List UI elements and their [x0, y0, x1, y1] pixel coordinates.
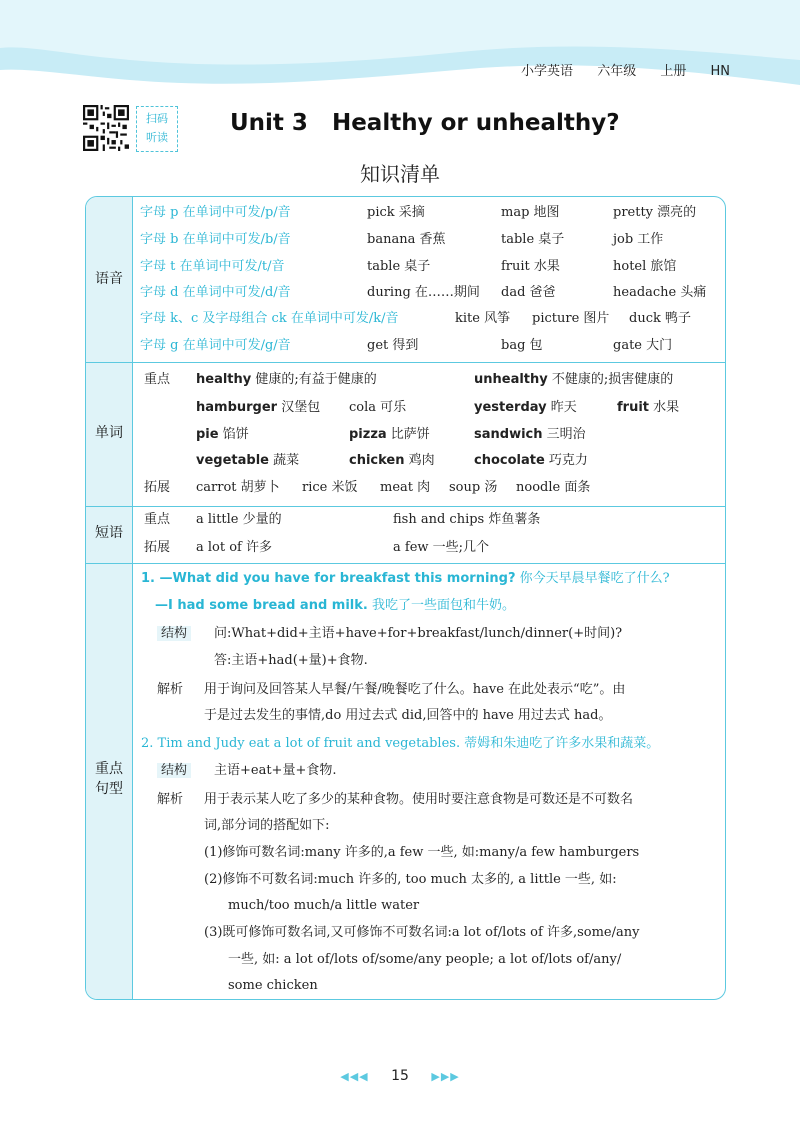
header-grade: 六年级 [597, 64, 637, 79]
tag-key-phrases: 重点 [144, 512, 171, 527]
tag-ext-phrases: 拓展 [144, 540, 171, 555]
section-label-sentences: 重点 句型 [95, 761, 123, 797]
word-item: cola 可乐 [349, 400, 407, 415]
scan-label-line1: 扫码 [146, 112, 168, 125]
page-footer [0, 1068, 800, 1084]
section-label-phrases: 短语 [95, 525, 123, 541]
row-divider [86, 563, 725, 564]
sentence-1-analysis: 用于询问及回答某人早餐/午餐/晚餐吃了什么。have 在此处表示“吃”。由 [204, 682, 626, 697]
header-subject: 小学英语 [521, 64, 574, 79]
phonics-rule: 字母 b 在单词中可发/b/音 [140, 232, 291, 247]
tag-analysis: 解析 [157, 792, 184, 807]
sentence-1-question: 1. —What did you have for breakfast this morning? 你今天早晨早餐吃了什么? [141, 571, 670, 586]
tag-ext-words: 拓展 [144, 480, 171, 495]
section-label-words: 单词 [95, 425, 123, 441]
knowledge-table [85, 196, 726, 1000]
word-item: unhealthy 不健康的;损害健康的 [474, 372, 674, 387]
word-item: chocolate 巧克力 [474, 453, 588, 468]
word-item: hamburger 汉堡包 [196, 400, 321, 415]
ext-word-item: soup 汤 [449, 480, 498, 495]
sentence-2-point: (2)修饰不可数名词:much 许多的, too much 太多的, a little 一些, 如: [204, 872, 617, 887]
phonics-rule: 字母 p 在单词中可发/p/音 [140, 205, 291, 220]
sentence-2-analysis: 词,部分词的搭配如下: [204, 818, 330, 833]
word-item: vegetable 蔬菜 [196, 453, 300, 468]
sentence-2-point: 一些, 如: a lot of/lots of/some/any people; a lot of/lots of/any/ [228, 952, 622, 967]
next-arrows-icon: ▶▶▶ [431, 1070, 460, 1083]
phrase-item: fish and chips 炸鱼薯条 [393, 512, 541, 527]
sentence-2-structure: 主语+eat+量+食物. [214, 763, 337, 778]
section-label-phonics: 语音 [95, 271, 123, 287]
phonics-rule: 字母 g 在单词中可发/g/音 [140, 338, 291, 353]
phonics-word: bag 包 [501, 338, 543, 353]
phonics-word: hotel 旅馆 [613, 259, 677, 274]
phonics-rule: 字母 d 在单词中可发/d/音 [140, 285, 291, 300]
qr-code-icon[interactable] [83, 105, 129, 151]
word-item: healthy 健康的;有益于健康的 [196, 372, 377, 387]
phonics-rule: 字母 t 在单词中可发/t/音 [140, 259, 285, 274]
ext-word-item: rice 米饭 [302, 480, 358, 495]
word-item: yesterday 昨天 [474, 400, 577, 415]
tag-structure: 结构 [157, 762, 191, 780]
phonics-word: job 工作 [613, 232, 664, 247]
ext-word-item: carrot 胡萝卜 [196, 480, 280, 495]
word-item: pie 馅饼 [196, 427, 249, 442]
sentence-2-analysis: 用于表示某人吃了多少的某种食物。使用时要注意食物是可数还是不可数名 [204, 792, 634, 807]
phonics-word: during 在……期间 [367, 285, 480, 300]
row-divider [86, 362, 725, 363]
phonics-word: dad 爸爸 [501, 285, 556, 300]
phonics-word: gate 大门 [613, 338, 673, 353]
phonics-word: picture 图片 [532, 311, 610, 326]
sentence-1-structure-q: 问:What+did+主语+have+for+breakfast/lunch/dinner(+时间)? [214, 626, 623, 641]
word-item: chicken 鸡肉 [349, 453, 435, 468]
sentence-2-point: (1)修饰可数名词:many 许多的,a few 一些, 如:many/a few hamburgers [204, 845, 640, 860]
header-wave [0, 0, 800, 100]
phrase-item: a little 少量的 [196, 512, 282, 527]
sentence-1-analysis: 于是过去发生的事情,do 用过去式 did,回答中的 have 用过去式 had。 [204, 708, 612, 723]
column-divider [132, 197, 133, 999]
ext-word-item: noodle 面条 [516, 480, 591, 495]
section-sidebar [86, 197, 132, 999]
header-meta [507, 60, 730, 79]
sentence-1-answer: —I had some bread and milk. 我吃了一些面包和牛奶。 [155, 598, 515, 613]
phonics-word: pick 采摘 [367, 205, 425, 220]
row-divider [86, 506, 725, 507]
prev-arrows-icon: ◀◀◀ [340, 1070, 369, 1083]
phonics-word: headache 头痛 [613, 285, 707, 300]
phonics-word: duck 鸭子 [629, 311, 691, 326]
phonics-word: pretty 漂亮的 [613, 205, 697, 220]
sentence-2: 2. Tim and Judy eat a lot of fruit and vegetables. 蒂姆和朱迪吃了许多水果和蔬菜。 [141, 736, 660, 751]
phonics-word: get 得到 [367, 338, 419, 353]
phonics-word: banana 香蕉 [367, 232, 446, 247]
tag-key-words: 重点 [144, 372, 171, 387]
header-volume: 上册 [660, 64, 687, 79]
sentence-2-point: (3)既可修饰可数名词,又可修饰不可数名词:a lot of/lots of 许多,some/any [204, 925, 640, 940]
word-item: fruit 水果 [617, 400, 680, 415]
phonics-word: table 桌子 [367, 259, 431, 274]
word-item: pizza 比萨饼 [349, 427, 430, 442]
sentence-2-point: much/too much/a little water [228, 898, 420, 913]
sentence-2-point: some chicken [228, 978, 318, 993]
phonics-word: kite 风筝 [455, 311, 511, 326]
phonics-rule: 字母 k、c 及字母组合 ck 在单词中可发/k/音 [140, 311, 399, 326]
sentence-1-structure-a: 答:主语+had(+量)+食物. [214, 653, 368, 668]
phrase-item: a few 一些;几个 [393, 540, 490, 555]
header-edition: HN [710, 64, 730, 79]
phonics-word: fruit 水果 [501, 259, 560, 274]
tag-structure: 结构 [157, 625, 191, 643]
page-number: 15 [391, 1068, 409, 1084]
phrase-item: a lot of 许多 [196, 540, 272, 555]
phonics-word: map 地图 [501, 205, 560, 220]
ext-word-item: meat 肉 [380, 480, 431, 495]
phonics-word: table 桌子 [501, 232, 565, 247]
scan-label-line2: 听读 [146, 131, 168, 144]
page-title: Unit 3 Healthy or unhealthy? [230, 110, 620, 136]
page-subtitle: 知识清单 [360, 162, 440, 186]
word-item: sandwich 三明治 [474, 427, 586, 442]
scan-listen-label[interactable] [136, 106, 178, 152]
tag-analysis: 解析 [157, 682, 184, 697]
